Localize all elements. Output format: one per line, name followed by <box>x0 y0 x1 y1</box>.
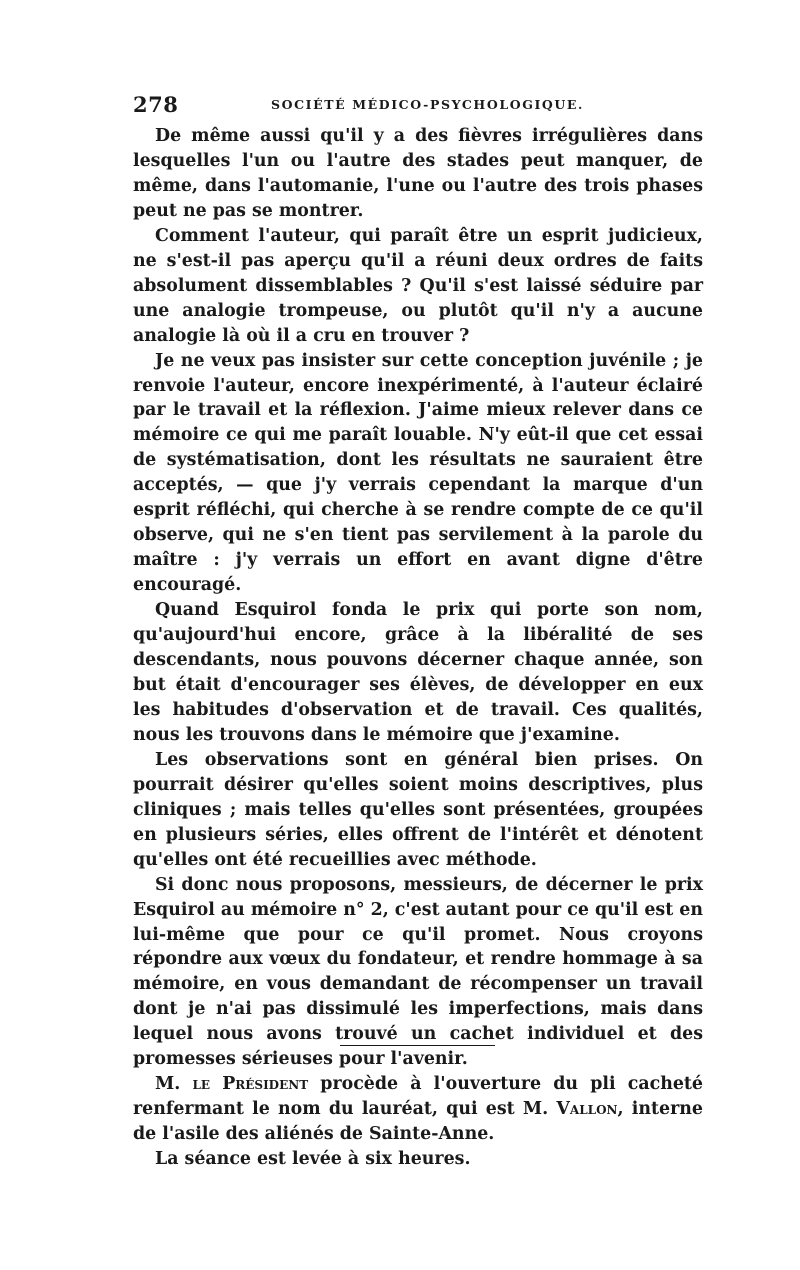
page-number: 278 <box>133 92 179 117</box>
body-text <box>133 124 703 1172</box>
end-rule <box>340 1045 495 1046</box>
running-head <box>133 92 703 118</box>
president-title: le Président <box>192 1074 309 1095</box>
paragraph-esquirol-prize: Quand Esquirol fonda le prix qui porte son nom, qu'aujourd'hui encore, grâce à la libéralité de ses descendants, nous pouvons décerner chaque année, son but était d'encourager ses élèves, de développer en eux les habitudes d'observation et de travail. Ces qualités, nous les trouvons dans le mémoire que j'examine. <box>133 600 703 745</box>
president-text-middle: procède à l'ouverture du pli cacheté renfermant le nom du lauréat, qui est M. <box>133 1074 703 1120</box>
paragraph-author-question: Comment l'auteur, qui paraît être un esprit judicieux, ne s'est-il pas aperçu qu'il a réuni deux ordres de faits absolument dissemblables ? Qu'il s'est laissé séduire par une analogie trompeuse, ou plutôt qu'il n'y a aucune analogie là où il a cru en trouver ? <box>133 225 703 346</box>
paragraph-president <box>133 1072 703 1147</box>
president-text-end: , interne de l'asile des aliénés de Sainte-Anne. <box>133 1099 703 1145</box>
paragraph-juvenile-conception: Je ne veux pas insister sur cette conception juvénile ; je renvoie l'auteur, encore inexpérimenté, à l'auteur éclairé par le travail et la réflexion. J'aime mieux relever dans ce mémoire ce qui me paraît louable. N'y eût-il que cet essai de systématisation, dont les résultats ne sauraient être acceptés, — que j'y verrais cependant la marque d'un esprit réfléchi, qui cherche à se rendre compte de ce qu'il observe, qui ne s'en tient pas servilement à la parole du maître : j'y verrais un effort en avant digne d'être encouragé. <box>133 350 703 596</box>
paragraph-observations: Les observations sont en général bien prises. On pourrait désirer qu'elles soient moins descriptives, plus cliniques ; mais telles qu'elles sont présentées, groupées en plusieurs séries, elles offrent de l'intérêt et dénotent qu'elles ont été recueillies avec méthode. <box>133 749 703 870</box>
laureate-name: Vallon <box>556 1099 618 1120</box>
paragraph-fevers: De même aussi qu'il y a des fièvres irrégulières dans lesquelles l'un ou l'autre des stades peut manquer, de même, dans l'automanie, l'une ou l'autre des trois phases peut ne pas se montrer. <box>133 126 703 221</box>
journal-title: SOCIÉTÉ MÉDICO-PSYCHOLOGIQUE. <box>271 97 585 112</box>
paragraph-session-closed: La séance est levée à six heures. <box>155 1149 471 1170</box>
president-text-start: M. <box>155 1074 193 1095</box>
paragraph-proposal: Si donc nous proposons, messieurs, de décerner le prix Esquirol au mémoire n° 2, c'est autant pour ce qu'il est en lui-même que pour ce qu'il promet. Nous croyons répondre aux vœux du fondateur, et rendre hommage à sa mémoire, en vous demandant de récompenser un travail dont je n'ai pas dissimulé les imperfections, mais dans lequel nous avons trouvé un cachet individuel et des promesses sérieuses pour l'avenir. <box>133 874 703 1070</box>
